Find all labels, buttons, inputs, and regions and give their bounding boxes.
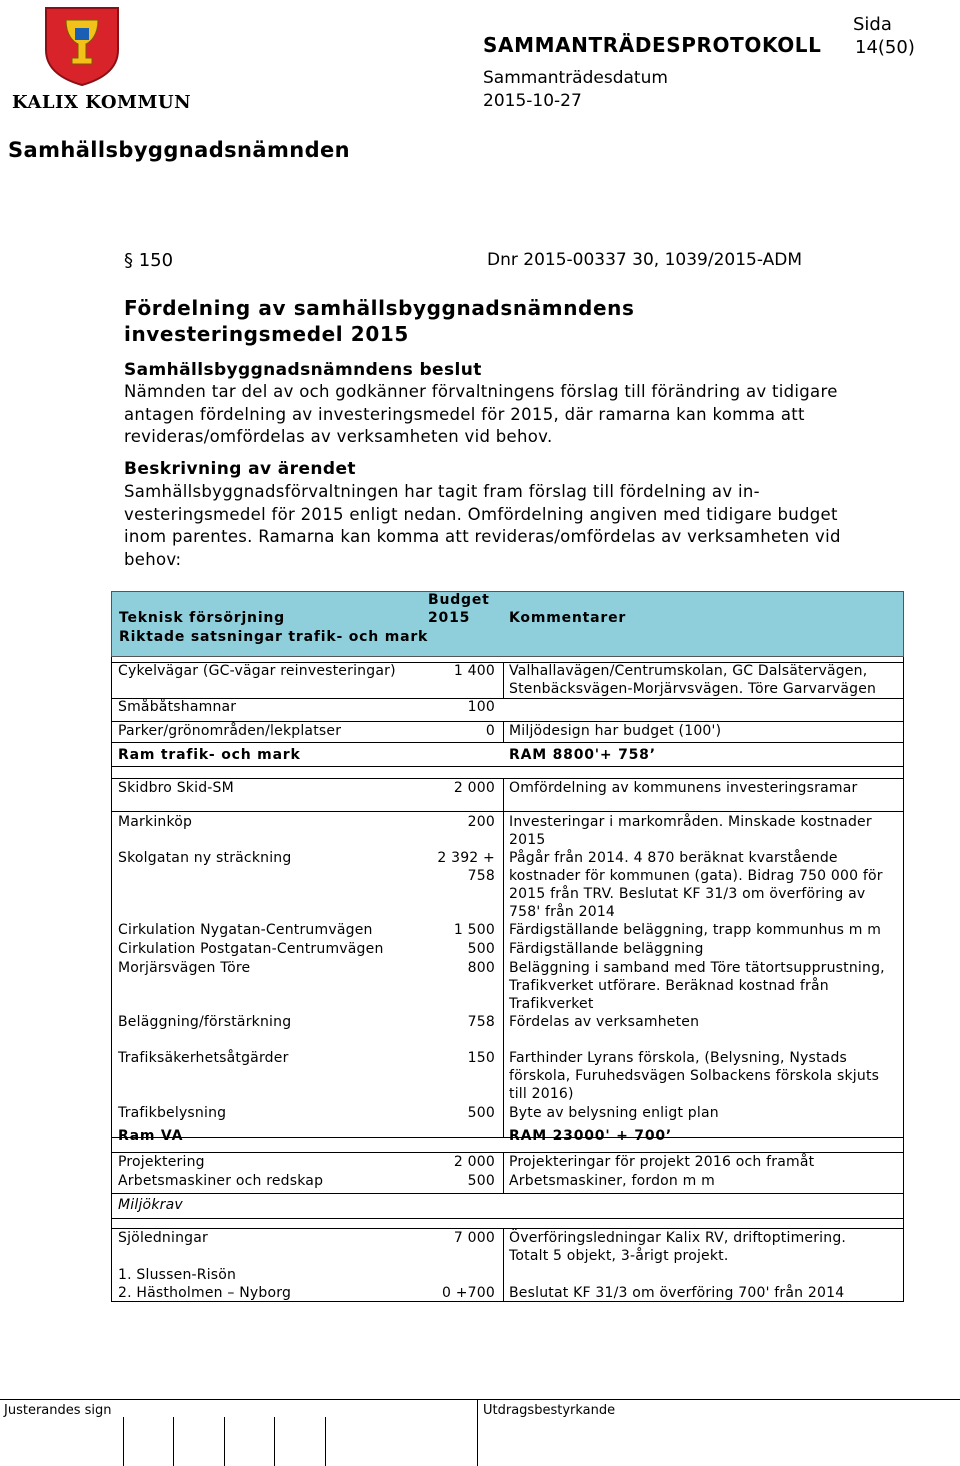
table-cell: Beslutat KF 31/3 om överföring 700' från 2014 [509,1285,845,1301]
document-type: SAMMANTRÄDESPROTOKOLL [483,33,822,57]
table-cell: Trafikverket utförare. Beräknad kostnad från [509,978,829,994]
table-cell: 500 [467,941,495,957]
table-cell: Färdigställande beläggning [509,941,704,957]
header-comments: Kommentarer [509,610,627,626]
table-cell: Beläggning i samband med Töre tätortsupprustning, [509,960,885,976]
table-cell: Miljödesign har budget (100') [509,723,722,739]
table-cell: Investeringar i markområden. Minskade kostnader [509,814,872,830]
decision-heading: Samhällsbyggnadsnämndens beslut [124,360,482,380]
table-cell: 2 000 [453,1154,495,1170]
table-cell: 0 +700 [441,1285,495,1301]
table-cell: Projekteringar för projekt 2016 och framåt [509,1154,815,1170]
utdragsbestyrkande-label: Utdragsbestyrkande [483,1403,616,1418]
table-cell: Sjöledningar [118,1230,208,1246]
page-label: Sida [853,14,892,35]
table-cell: Valhallavägen/Centrumskolan, GC Dalsätervägen, [509,663,868,679]
table-cell: Arbetsmaskiner, fordon m m [509,1173,715,1189]
table-cell: 1 400 [453,663,495,679]
table-cell: 1. Slussen-Risön [118,1267,237,1283]
table-cell: 100 [467,699,495,715]
meeting-date-label: Sammanträdesdatum [483,68,668,88]
table-cell: Stenbäcksvägen-Morjärvsvägen. Töre Garvarvägen [509,681,877,697]
description-text: Samhällsbyggnadsförvaltningen har tagit fram förslag till fördelning av in-vesteringsmedel för 2015 enligt nedan. Omfördelning angiven med tidigare budget inom parentes. Ramarna kan komma att revideras/omfördelas av verksamheten vid behov: [124,482,841,569]
description-heading: Beskrivning av ärendet [124,459,356,479]
paragraph-number: § 150 [124,250,174,271]
committee-name: Samhällsbyggnadsnämnden [8,138,351,162]
table-cell: Småbåtshamnar [118,699,237,715]
table-cell: Markinköp [118,814,193,830]
table-cell: Ram VA [118,1128,184,1144]
table-cell: Totalt 5 objekt, 3-årigt projekt. [509,1248,729,1264]
kalix-crest-logo [44,6,120,86]
table-cell: 7 000 [453,1230,495,1246]
logo-wordmark: KALIX KOMMUN [12,92,192,113]
header-col1-line2: Riktade satsningar trafik- och mark [119,629,429,645]
table-cell: 500 [467,1173,495,1189]
table-cell: RAM 8800'+ 758’ [509,747,656,763]
table-cell: 800 [467,960,495,976]
table-cell: Trafikverket [509,996,594,1012]
table-cell: 2 000 [453,780,495,796]
table-cell: Överföringsledningar Kalix RV, driftoptimering. [509,1230,847,1246]
table-cell: Fördelas av verksamheten [509,1014,700,1030]
header-col1-line1: Teknisk försörjning [119,610,286,626]
header-year: 2015 [428,610,471,626]
table-cell: Trafikbelysning [118,1105,227,1121]
table-cell: 500 [467,1105,495,1121]
table-cell: Skidbro Skid-SM [118,780,234,796]
table-cell: kostnader för kommunen (gata). Bidrag 750 000 för [509,868,883,884]
table-cell: Arbetsmaskiner och redskap [118,1173,324,1189]
table-cell: 200 [467,814,495,830]
header-budget: Budget [428,592,490,608]
table-cell: Morjärsvägen Töre [118,960,251,976]
table-cell: Parker/grönområden/lekplatser [118,723,342,739]
table-cell: Skolgatan ny sträckning [118,850,292,866]
table-cell: 0 [485,723,495,739]
page-number: 14(50) [855,37,915,58]
case-number: Dnr 2015-00337 30, 1039/2015-ADM [487,250,802,270]
table-cell: 2 392 + [437,850,495,866]
table-cell: Omfördelning av kommunens investeringsramar [509,780,858,796]
table-cell: Cykelvägar (GC-vägar reinvesteringar) [118,663,396,679]
table-cell: Trafiksäkerhetsåtgärder [118,1050,289,1066]
table-cell: Cirkulation Nygatan-Centrumvägen [118,922,373,938]
table-cell: 1 500 [453,922,495,938]
table-cell: 758 [467,1014,495,1030]
meeting-date: 2015-10-27 [483,91,582,111]
table-cell: Ram trafik- och mark [118,747,301,763]
table-cell: 758 [467,868,495,884]
table-cell: 2015 [509,832,546,848]
table-cell: Färdigställande beläggning, trapp kommunhus m m [509,922,882,938]
table-cell: till 2016) [509,1086,574,1102]
table-cell: Byte av belysning enligt plan [509,1105,719,1121]
table-cell: Cirkulation Postgatan-Centrumvägen [118,941,384,957]
table-cell: 150 [467,1050,495,1066]
table-cell: 2015 från TRV. Beslutat KF 31/3 om överföring av [509,886,866,902]
table-header [111,591,904,657]
table-cell: Projektering [118,1154,205,1170]
table-cell: 2. Hästholmen – Nyborg [118,1285,292,1301]
table-cell: Miljökrav [118,1197,183,1213]
table-cell: Beläggning/förstärkning [118,1014,292,1030]
section-title: Fördelning av samhällsbyggnadsnämndens investeringsmedel 2015 [124,296,635,346]
table-cell: 758' från 2014 [509,904,616,920]
table-cell: Farthinder Lyrans förskola, (Belysning, Nystads [509,1050,848,1066]
decision-text: Nämnden tar del av och godkänner förvaltningens förslag till förändring av tidigare antagen fördelning av investeringsmedel för 2015, där ramarna kan komma att revideras/omfördelas av verksamheten vid behov. [124,382,838,446]
justerandes-sign-label: Justerandes sign [4,1403,112,1418]
table-cell: RAM 23000' + 700’ [509,1128,673,1144]
table-cell: förskola, Furuhedsvägen Solbackens förskola skjuts [509,1068,880,1084]
table-cell: Pågår från 2014. 4 870 beräknat kvarstående [509,850,838,866]
